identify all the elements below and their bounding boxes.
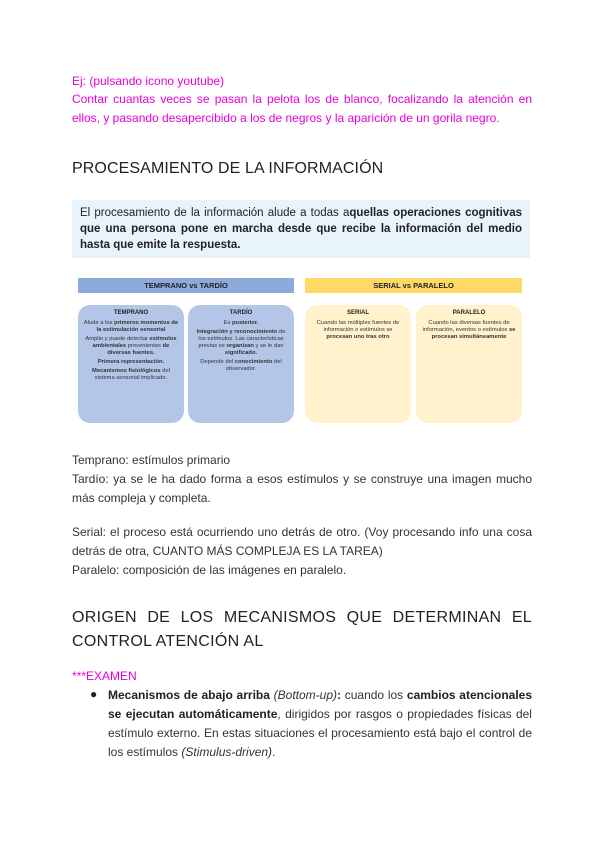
card-line: Amplio y puede detectar estímulos ambientales provenientes de diversas fuentes. xyxy=(85,336,177,356)
diagram-header-temprano-tardio: TEMPRANO vs TARDÍO xyxy=(78,278,294,293)
card-line: Mecanismos fisiológicos del sistema sensorial implicado. xyxy=(92,368,170,381)
card-line: Es posterior. xyxy=(223,320,259,326)
diagram-card-serial xyxy=(305,305,411,423)
bullet-icon: ● xyxy=(90,687,98,701)
card-title: PARALELO xyxy=(452,310,486,316)
card-title: SERIAL xyxy=(346,310,369,316)
card-line: Alude a los primeros momentos de la estimulación sensorial xyxy=(83,320,179,333)
section-heading-origin: ORIGEN DE LOS MECANISMOS QUE DETERMINAN EL CONTROL ATENCIÓN AL xyxy=(72,609,532,650)
card-line: Depende del conocimiento del observador. xyxy=(200,359,282,372)
exam-tag: ***EXAMEN xyxy=(72,669,137,683)
definition-callout xyxy=(72,200,530,258)
note-temprano: Temprano: estímulos primario xyxy=(72,453,231,467)
card-line: Integración y reconocimiento de los estímulos. Las características previas se organizan y se le dan significado. xyxy=(196,329,286,356)
example-label: Ej: (pulsando icono youtube) xyxy=(72,74,225,88)
note-paralelo: Paralelo: composición de las imágenes en paralelo. xyxy=(72,563,347,577)
diagram-card-paralelo xyxy=(416,305,522,423)
callout-bold: quellas operaciones cognitivas que una persona pone en marcha desde que recibe la información del medio hasta que emite la respuesta. xyxy=(80,207,522,251)
example-body: Contar cuantas veces se pasan la pelota los de blanco, focalizando la atención en ellos, y pasando desapercibido a los de negros y la aparición de un gorila negro. xyxy=(72,92,532,125)
note-serial: Serial: el proceso está ocurriendo uno detrás de otro. (Voy procesando info una cosa detrás de otra, CUANTO MÁS COMPLEJA ES LA TAREA) xyxy=(72,525,532,558)
bullet-item-bottom-up: Mecanismos de abajo arriba (Bottom-up): cuando los cambios atencionales se ejecutan automáticamente, dirigidos por rasgos o propiedades físicas del estímulo externo. En estas situaciones el procesamiento está bajo el control de los estímulos (Stimulus-driven). xyxy=(108,688,532,759)
diagram-card-tardio xyxy=(188,305,294,423)
card-title: TEMPRANO xyxy=(113,310,149,316)
card-line: Primera representación. xyxy=(97,359,165,365)
card-line: Cuando las diversas fuentes de información, eventos o estímulos se procesan simultáneamente xyxy=(422,320,516,340)
card-title: TARDÍO xyxy=(229,310,253,316)
callout-prefix: El procesamiento de la información alude a todas a xyxy=(80,207,350,219)
note-tardio: Tardío: ya se le ha dado forma a esos estímulos y se construye una imagen mucho más compleja y completa. xyxy=(72,472,532,505)
diagram-header-serial-paralelo: SERIAL vs PARALELO xyxy=(305,278,522,293)
card-line: Cuando las múltiples fuentes de información o estímulos se procesan uno tras otro xyxy=(316,320,400,340)
diagram-card-temprano xyxy=(78,305,184,423)
section-heading-processing: PROCESAMIENTO DE LA INFORMACIÓN xyxy=(72,160,384,177)
